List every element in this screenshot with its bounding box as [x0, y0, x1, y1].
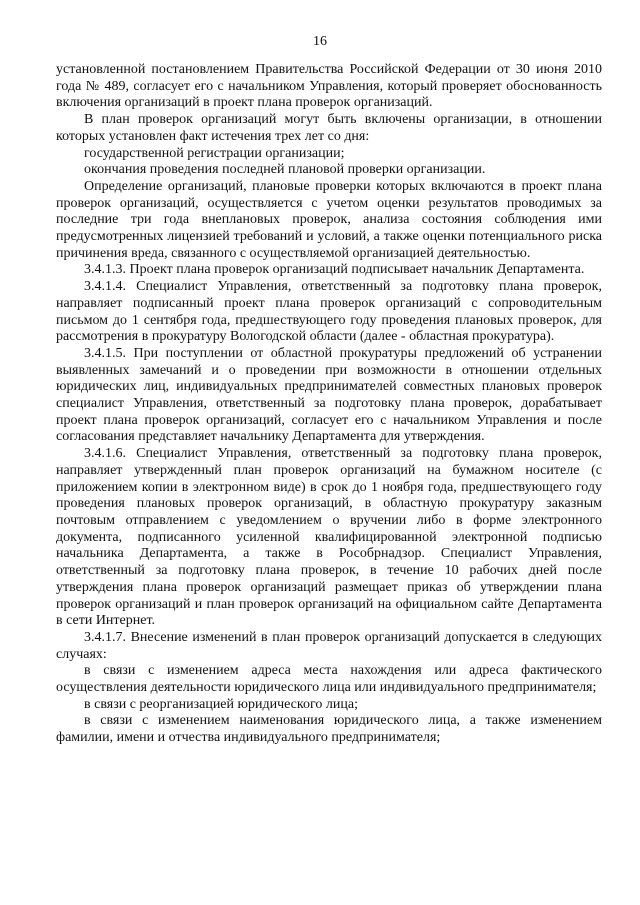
paragraph: 3.4.1.6. Специалист Управления, ответственный за подготовку плана проверок, направляет утвержденный план проверок организаций на бумажном носителе (с приложением копии в электронном виде) в срок до 1 ноября года, предшествующего году проведения плановых проверок организаций, в областную прокуратуру заказным почтовым отправлением с уведомлением о вручении либо в форме электронного документа, подписанного усиленной квалифицированной электронной подписью начальника Департамента, а также в Рособрнадзор. Специалист Управления, ответственный за подготовку плана проверок, в течение 10 рабочих дней после утверждения плана проверок организаций размещает приказ об утверждении плана проверок организаций и план проверок организаций на официальном сайте Департамента в сети Интернет. [56, 446, 602, 629]
paragraph: в связи с изменением наименования юридического лица, а также изменением фамилии, имени и отчества индивидуального предпринимателя; [56, 713, 602, 746]
paragraph: 3.4.1.3. Проект плана проверок организаций подписывает начальник Департамента. [84, 262, 585, 278]
paragraph: установленной постановлением Правительства Российской Федерации от 30 июня 2010 года № 489, согласует его с начальником Управления, который проверяет обоснованность включения организаций в проект плана проверок организаций. [56, 62, 602, 111]
document-body [56, 62, 602, 747]
paragraph: окончания проведения последней плановой проверки организации. [84, 162, 486, 178]
paragraph: государственной регистрации организации; [84, 145, 345, 161]
paragraph: в связи с изменением адреса места нахождения или адреса фактического осуществления деятельности юридического лица или индивидуального предпринимателя; [56, 663, 602, 696]
paragraph: в связи с реорганизацией юридического лица; [84, 696, 358, 712]
paragraph: 3.4.1.5. При поступлении от областной прокуратуры предложений об устранении выявленных замечаний и о проведении при возможности в отношении отдельных юридических лиц, индивидуальных предпринимателей совместных плановых проверок специалист Управления, ответственный за подготовку плана проверок, дорабатывает проект плана проверок организаций, согласует его с начальником Управления и после согласования представляет начальнику Департамента для утверждения. [56, 345, 602, 445]
paragraph: 3.4.1.4. Специалист Управления, ответственный за подготовку плана проверок, направляет подписанный проект плана проверок организаций с сопроводительным письмом до 1 сентября года, предшествующего году проведения плановых проверок, для рассмотрения в прокуратуру Вологодской области (далее - областная прокуратура). [56, 279, 602, 345]
page-number: 16 [313, 34, 327, 49]
paragraph: 3.4.1.7. Внесение изменений в план проверок организаций допускается в следующих случаях: [56, 629, 602, 662]
paragraph: Определение организаций, плановые проверки которых включаются в проект плана проверок организаций, осуществляется с учетом оценки результатов проводимых за последние три года внеплановых проверок, анализа состояния соблюдения ими предусмотренных лицензией требований и условий, а также оценки потенциального риска причинения вреда, связанного с осуществляемой организацией деятельностью. [56, 178, 602, 261]
paragraph: В план проверок организаций могут быть включены организации, в отношении которых установлен факт истечения трех лет со дня: [56, 112, 602, 144]
